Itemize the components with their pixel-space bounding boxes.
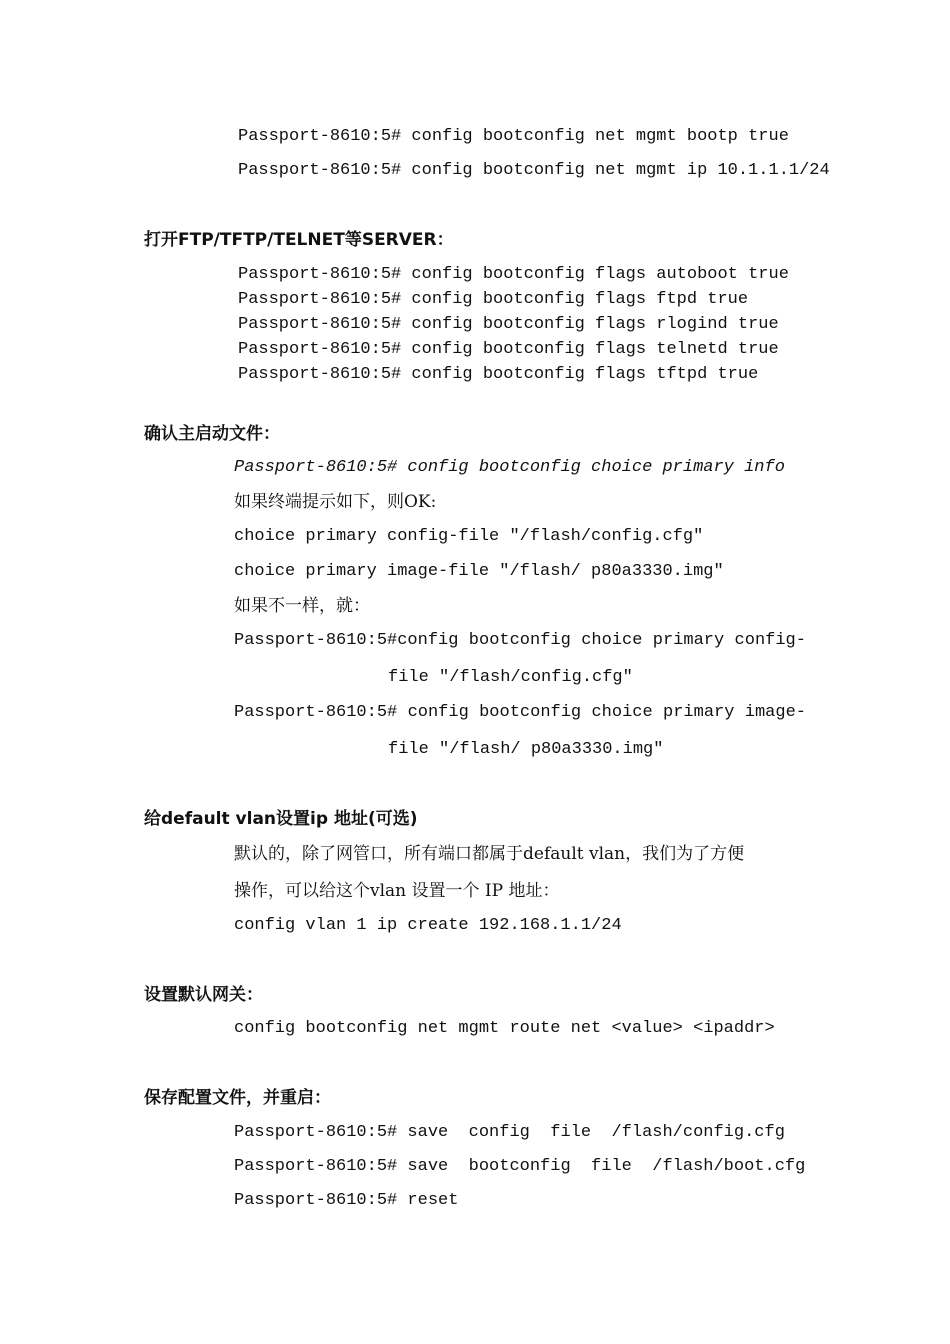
fix-word: Passport-8610:5#config bbox=[234, 631, 459, 650]
fix-word: bootconfig bbox=[468, 631, 571, 650]
boot-fix-image-continuation: file "/flash/ p80a3330.img" bbox=[388, 740, 664, 759]
net-command-line: Passport-8610:5# config bootconfig net mgmt ip 10.1.1.1/24 bbox=[238, 161, 830, 180]
fix-word: primary bbox=[652, 631, 725, 650]
fix-word: choice bbox=[591, 703, 653, 722]
gateway-heading: 设置默认网关： bbox=[144, 985, 263, 1005]
net-command-line: Passport-8610:5# config bootconfig net mgmt bootp true bbox=[238, 127, 789, 146]
servers-command-line: Passport-8610:5# config bootconfig flags tftpd true bbox=[238, 365, 759, 384]
fix-word: choice bbox=[581, 631, 643, 650]
save-command-line: Passport-8610:5# save config file /flash/config.cfg bbox=[234, 1123, 785, 1142]
save-command-line: Passport-8610:5# save bootconfig file /flash/boot.cfg bbox=[234, 1157, 806, 1176]
fix-word: config- bbox=[734, 631, 806, 650]
servers-command-line: Passport-8610:5# config bootconfig flags rlogind true bbox=[238, 315, 779, 334]
fix-word: primary bbox=[663, 703, 735, 722]
boot-fix-image-line bbox=[234, 702, 806, 724]
fix-word: config bbox=[407, 703, 469, 722]
vlan-paragraph-line: 默认的，除了网管口，所有端口都属于default vlan，我们为了方便 bbox=[234, 844, 745, 864]
fix-word: Passport-8610:5# bbox=[234, 703, 398, 722]
save-command-line: Passport-8610:5# reset bbox=[234, 1191, 459, 1210]
boot-fix-config-continuation: file "/flash/config.cfg" bbox=[388, 668, 633, 687]
boot-ok-note: 如果终端提示如下，则OK: bbox=[234, 492, 437, 512]
vlan-heading: 给default vlan设置ip 地址(可选) bbox=[144, 809, 418, 829]
save-heading: 保存配置文件，并重启： bbox=[144, 1088, 331, 1108]
boot-info-command: Passport-8610:5# config bootconfig choice primary info bbox=[234, 458, 785, 477]
boot-fix-config-line bbox=[234, 630, 806, 652]
vlan-paragraph-line: 操作，可以给这个vlan 设置一个 IP 地址： bbox=[234, 881, 560, 901]
servers-command-line: Passport-8610:5# config bootconfig flags ftpd true bbox=[238, 290, 749, 309]
servers-heading: 打开FTP/TFTP/TELNET等SERVER： bbox=[144, 230, 454, 250]
servers-command-line: Passport-8610:5# config bootconfig flags autoboot true bbox=[238, 265, 789, 284]
boot-else-note: 如果不一样，就： bbox=[234, 596, 370, 616]
fix-word: bootconfig bbox=[479, 703, 582, 722]
boot-heading: 确认主启动文件： bbox=[144, 424, 280, 444]
vlan-command: config vlan 1 ip create 192.168.1.1/24 bbox=[234, 916, 622, 935]
boot-output-image: choice primary image-file "/flash/ p80a3330.img" bbox=[234, 562, 724, 581]
servers-command-line: Passport-8610:5# config bootconfig flags telnetd true bbox=[238, 340, 779, 359]
gateway-command: config bootconfig net mgmt route net <value> <ipaddr> bbox=[234, 1019, 775, 1038]
fix-word: image- bbox=[744, 703, 806, 722]
boot-output-config: choice primary config-file "/flash/config.cfg" bbox=[234, 527, 704, 546]
